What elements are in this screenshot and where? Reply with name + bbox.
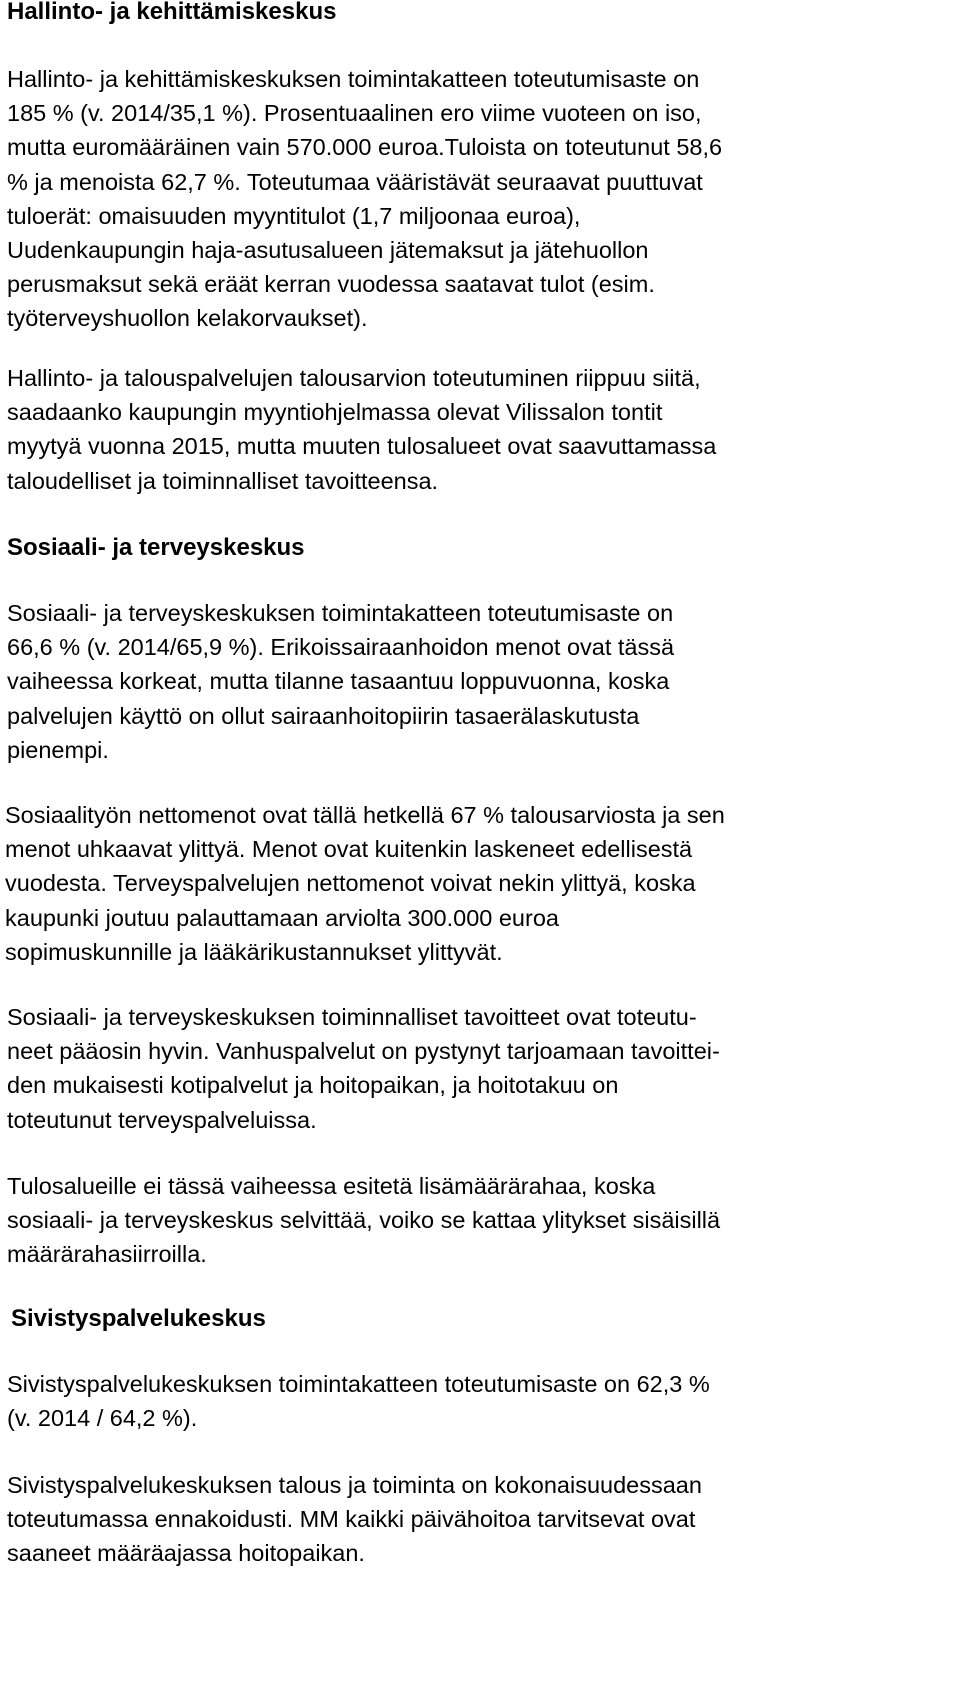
section-heading-sivistys: Sivistyspalvelukeskus xyxy=(11,1305,266,1332)
text-line: perusmaksut sekä eräät kerran vuodessa saatavat tulot (esim. xyxy=(7,271,655,298)
text-line: menot uhkaavat ylittyä. Menot ovat kuitenkin laskeneet edellisestä xyxy=(5,836,693,863)
paragraph-sosiaali-toteutumisaste xyxy=(7,596,674,767)
paragraph-sivistys-talous xyxy=(7,1468,702,1571)
text-line: palvelujen käyttö on ollut sairaanhoitopiirin tasaerälaskutusta xyxy=(7,702,640,729)
section-heading-hallinto: Hallinto- ja kehittämiskeskus xyxy=(7,0,337,25)
text-line: pienempi. xyxy=(7,736,109,763)
text-line: saadaanko kaupungin myyntiohjelmassa olevat Vilissalon tontit xyxy=(7,399,663,426)
text-line: työterveyshuollon kelakorvaukset). xyxy=(7,305,368,332)
text-line: Hallinto- ja talouspalvelujen talousarvion toteutuminen riippuu siitä, xyxy=(7,365,701,391)
text-line: Sosiaali- ja terveyskeskuksen toimintakatteen toteutumisaste on xyxy=(7,600,674,626)
section-heading-sosiaali: Sosiaali- ja terveyskeskus xyxy=(7,534,305,561)
text-line: sopimuskunnille ja lääkärikustannukset ylittyvät. xyxy=(5,938,503,965)
text-line: (v. 2014 / 64,2 %). xyxy=(7,1405,198,1432)
paragraph-hallinto-talousarvio xyxy=(7,361,716,498)
text-line: % ja menoista 62,7 %. Toteutumaa vääristävät seuraavat puuttuvat xyxy=(7,168,703,195)
paragraph-toiminnalliset-tavoitteet xyxy=(7,1000,720,1137)
text-line: 66,6 % (v. 2014/65,9 %). Erikoissairaanhoidon menot ovat tässä xyxy=(7,634,675,661)
paragraph-lisamaararaha xyxy=(7,1169,720,1272)
paragraph-sivistys-toteutumisaste xyxy=(7,1367,710,1435)
text-line: Uudenkaupungin haja-asutusalueen jätemaksut ja jätehuollon xyxy=(7,237,649,264)
text-line: toteutumassa ennakoidusti. MM kaikki päivähoitoa tarvitsevat ovat xyxy=(7,1506,696,1533)
paragraph-hallinto-toteutumisaste xyxy=(7,62,722,336)
text-line: den mukaisesti kotipalvelut ja hoitopaikan, ja hoitotakuu on xyxy=(7,1072,619,1099)
text-line: mutta euromääräinen vain 570.000 euroa.Tuloista on toteutunut 58,6 xyxy=(7,134,723,161)
text-line: kaupunki joutuu palauttamaan arviolta 300.000 euroa xyxy=(5,904,559,931)
text-line: Sosiaalityön nettomenot ovat tällä hetkellä 67 % talousarviosta ja sen xyxy=(5,802,725,828)
text-line: Sosiaali- ja terveyskeskuksen toiminnalliset tavoitteet ovat toteutu- xyxy=(7,1004,697,1030)
text-line: tuloerät: omaisuuden myyntitulot (1,7 miljoonaa euroa), xyxy=(7,202,581,229)
text-line: vaiheessa korkeat, mutta tilanne tasaantuu loppuvuonna, koska xyxy=(7,668,670,695)
text-line: neet pääosin hyvin. Vanhuspalvelut on pystynyt tarjoamaan tavoittei- xyxy=(7,1038,720,1065)
text-line: Sivistyspalvelukeskuksen talous ja toiminta on kokonaisuudessaan xyxy=(7,1472,702,1498)
text-line: saaneet määräajassa hoitopaikan. xyxy=(7,1540,365,1567)
paragraph-sosiaalityon-nettomenot xyxy=(5,798,725,969)
text-line: 185 % (v. 2014/35,1 %). Prosentuaalinen ero viime vuoteen on iso, xyxy=(7,100,702,127)
text-line: toteutunut terveyspalveluissa. xyxy=(7,1106,317,1133)
text-line: Hallinto- ja kehittämiskeskuksen toimintakatteen toteutumisaste on xyxy=(7,66,700,92)
text-line: vuodesta. Terveyspalvelujen nettomenot voivat nekin ylittyä, koska xyxy=(5,870,696,897)
text-line: sosiaali- ja terveyskeskus selvittää, voiko se kattaa ylitykset sisäisillä xyxy=(7,1207,721,1234)
text-line: myytyä vuonna 2015, mutta muuten tulosalueet ovat saavuttamassa xyxy=(7,433,717,460)
text-line: Tulosalueille ei tässä vaiheessa esitetä lisämäärärahaa, koska xyxy=(7,1173,656,1199)
text-line: määrärahasiirroilla. xyxy=(7,1241,207,1268)
text-line: taloudelliset ja toiminnalliset tavoitteensa. xyxy=(7,467,439,494)
text-line: Sivistyspalvelukeskuksen toimintakatteen toteutumisaste on 62,3 % xyxy=(7,1371,710,1397)
